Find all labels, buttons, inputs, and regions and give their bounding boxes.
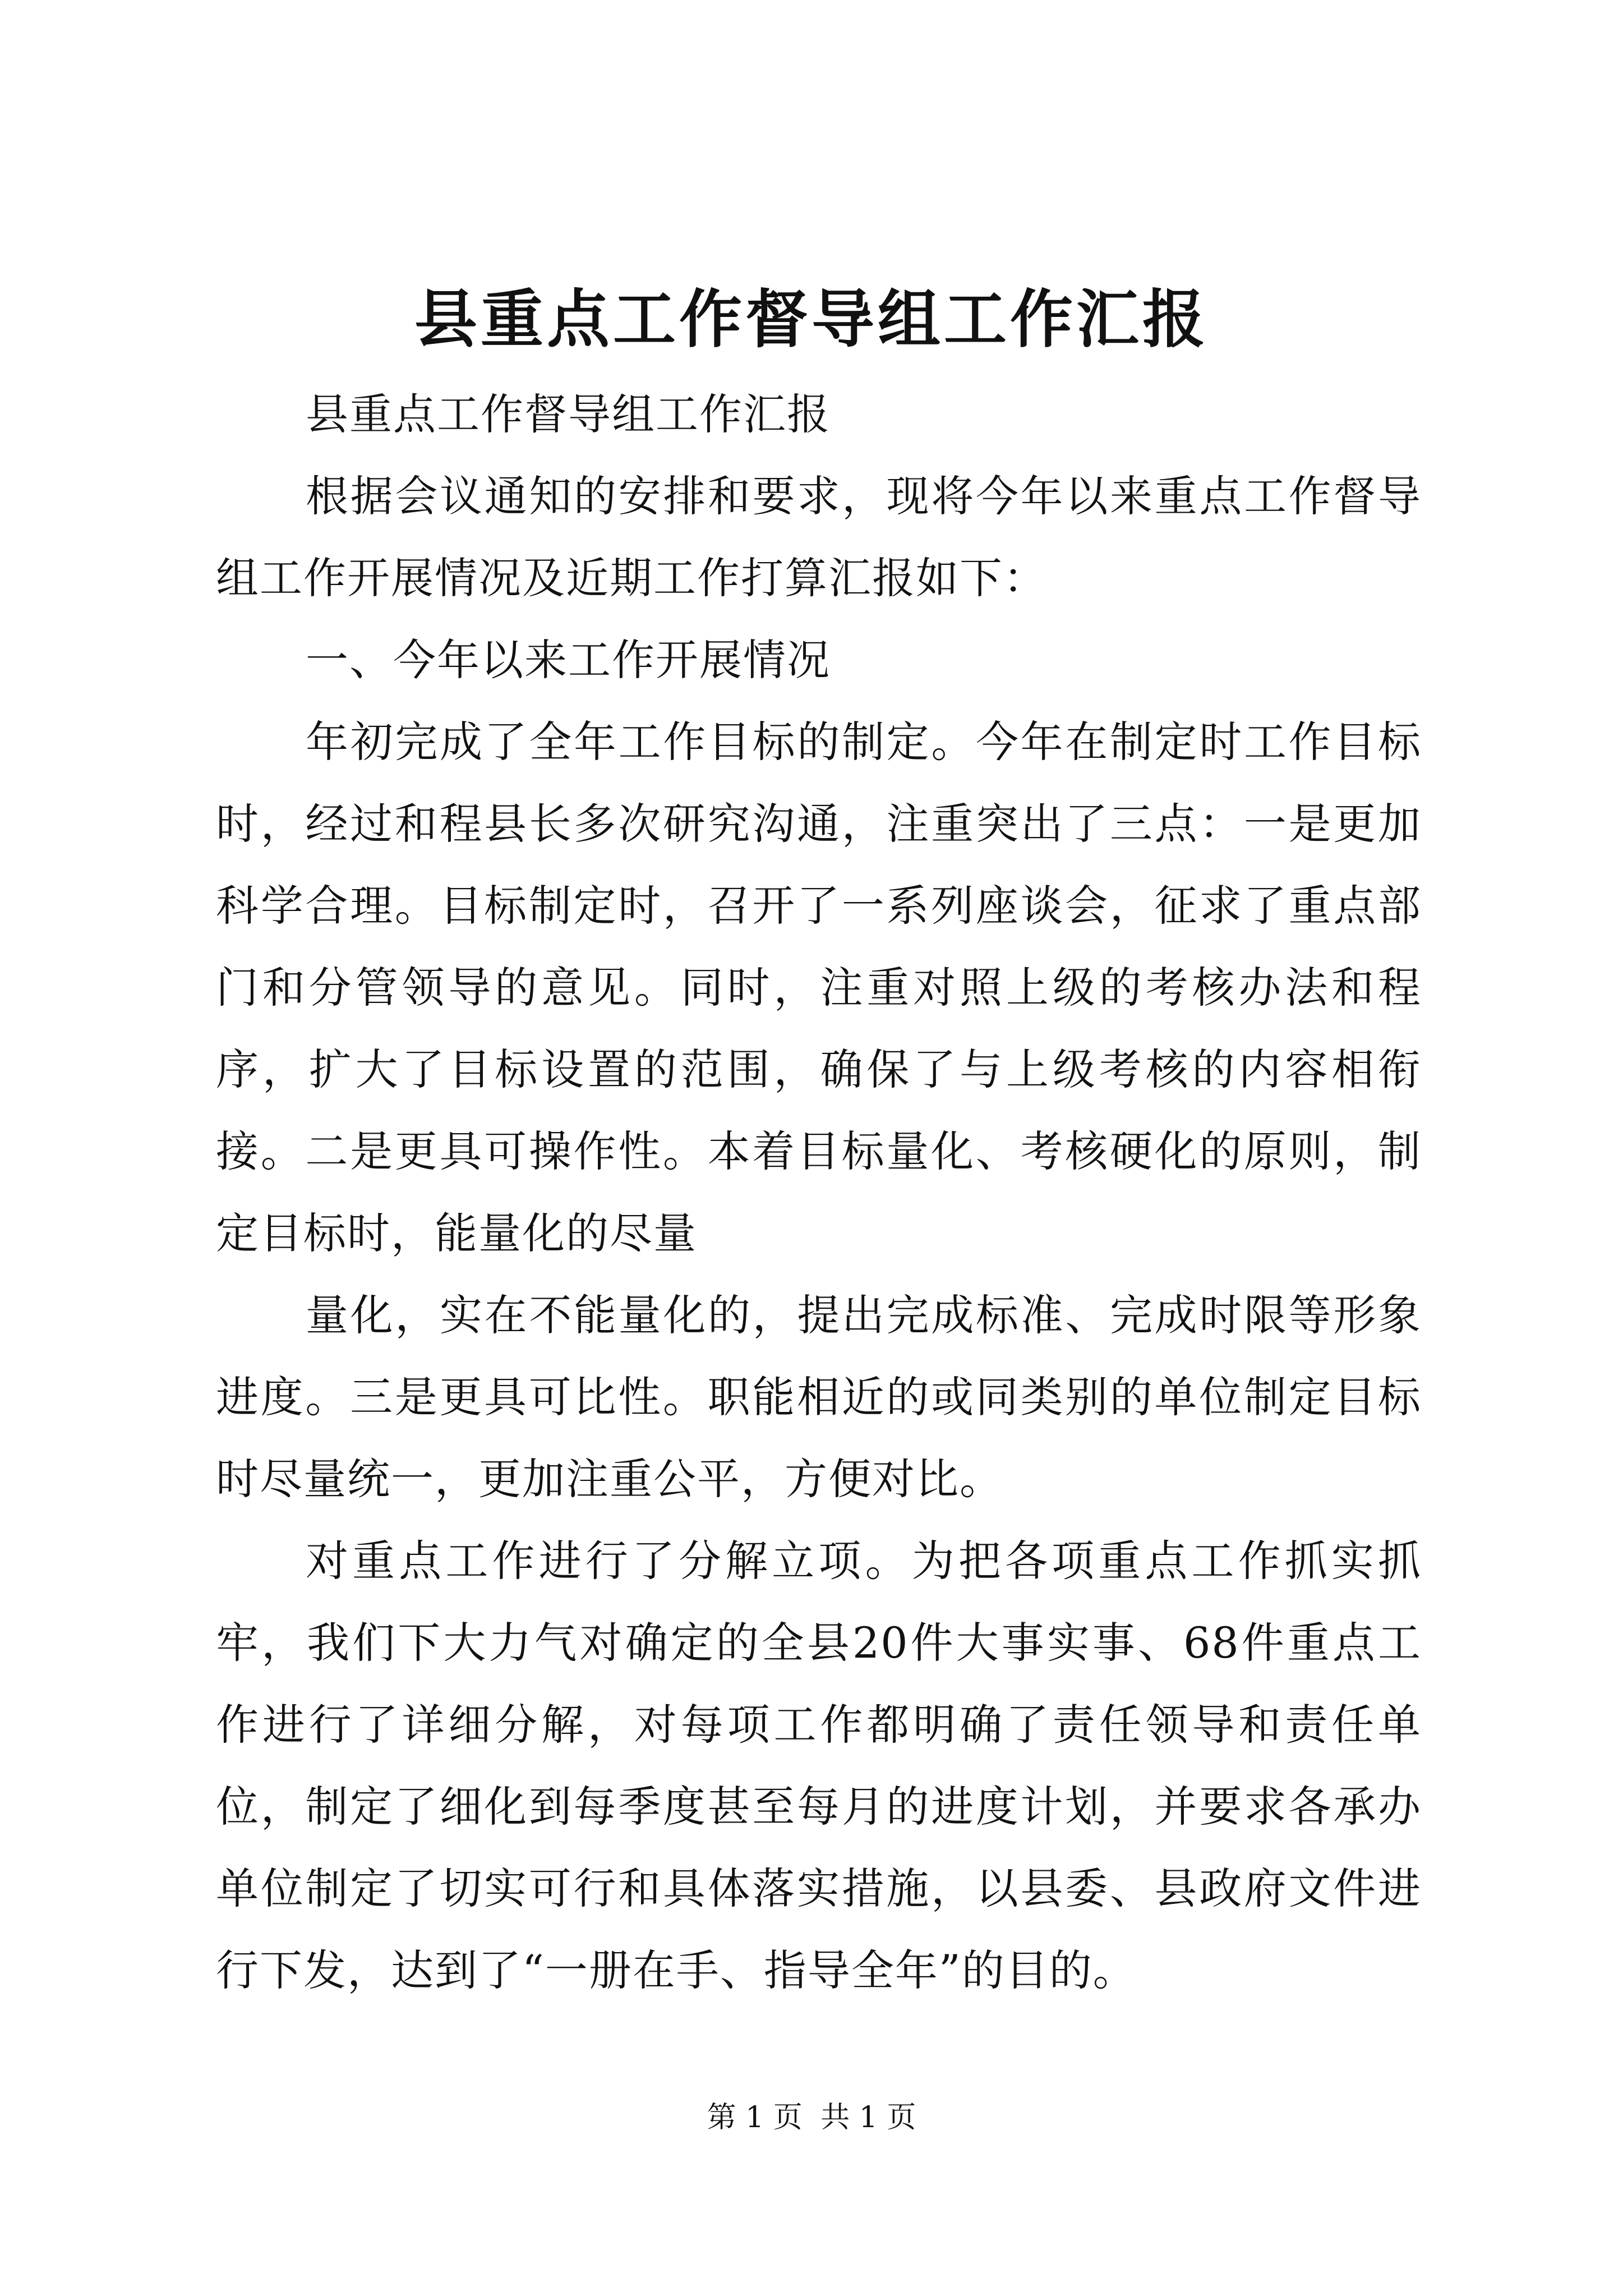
document-title: 县重点工作督导组工作汇报 (414, 283, 1209, 356)
page-footer (0, 2098, 1623, 2137)
paragraph-goals: 年初完成了全年工作目标的制定。今年在制定时工作目标时，经过和程县长多次研究沟通，注重突出了三点：一是更加科学合理。目标制定时，召开了一系列座谈会，征求了重点部门和分管领导的意见。同时，注重对照上级的考核办法和程序，扩大了目标设置的范围，确保了与上级考核的内容相衔接。二是更具可操作性。本着目标量化、考核硬化的原则，制定目标时，能量化的尽量 (216, 717, 1422, 1258)
paragraph-subtitle: 县重点工作督导组工作汇报 (306, 389, 831, 439)
paragraph-intro: 根据会议通知的安排和要求，现将今年以来重点工作督导组工作开展情况及近期工作打算汇报如下： (216, 471, 1422, 603)
page-number: 第 1 页 (707, 2101, 803, 2134)
document-body (216, 374, 1422, 2012)
section-heading: 一、今年以来工作开展情况 (306, 635, 831, 685)
paragraph-goals-continued: 量化，实在不能量化的，提出完成标准、完成时限等形象进度。三是更具可比性。职能相近的或同类别的单位制定目标时尽量统一，更加注重公平，方便对比。 (216, 1290, 1422, 1504)
page-total: 共 1 页 (820, 2101, 916, 2134)
paragraph-decomposition: 对重点工作进行了分解立项。为把各项重点工作抓实抓牢，我们下大力气对确定的全县20件大事实事、68件重点工作进行了详细分解，对每项工作都明确了责任领导和责任单位，制定了细化到每季度甚至每月的进度计划，并要求各承办单位制定了切实可行和具体落实措施，以县委、县政府文件进行下发，达到了“一册在手、指导全年”的目的。 (216, 1536, 1422, 1995)
